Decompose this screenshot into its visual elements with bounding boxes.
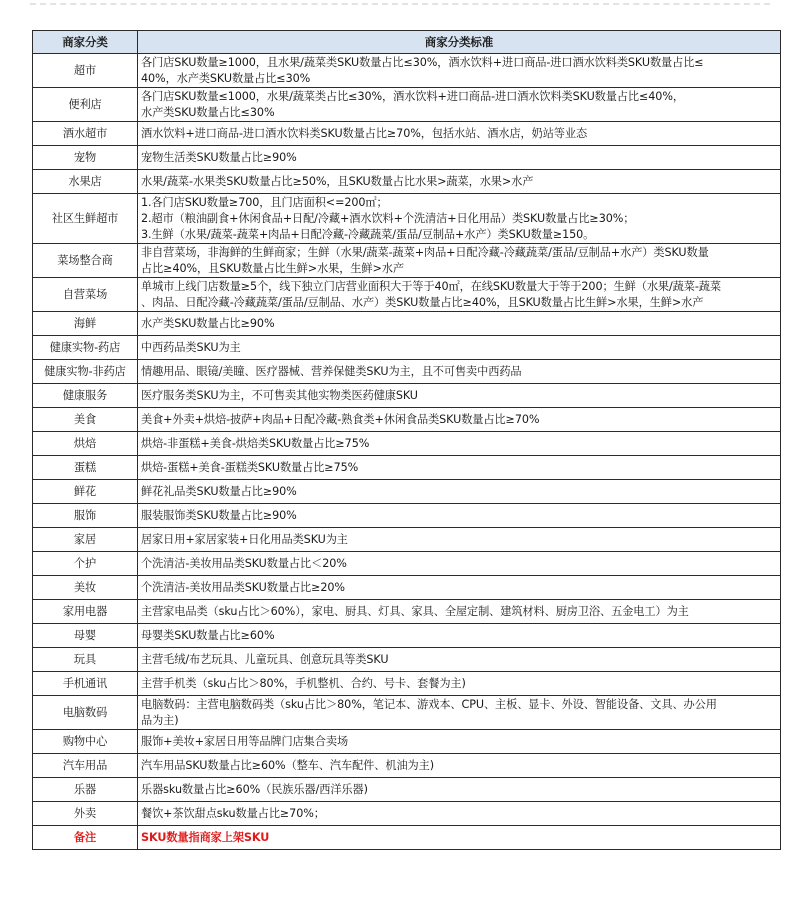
category-standard-cell [138,754,781,778]
standard-text-line: 40%，水产类SKU数量占比≤30% [141,71,311,85]
category-standard-cell [138,730,781,754]
note-text-cell: SKU数量指商家上架SKU [138,826,781,850]
table-row [33,194,781,244]
standard-text-line: 鲜花礼品类SKU数量占比≥90% [141,484,297,498]
merchant-category-cell: 酒水超市 [33,122,138,146]
merchant-category-cell: 服饰 [33,504,138,528]
standard-text-line: 医疗服务类SKU为主，不可售卖其他实物类医药健康SKU [141,388,418,402]
table-row [33,432,781,456]
standard-text-line: 单城市上线门店数量≥5个，线下独立门店营业面积大于等于40㎡，在线SKU数量大于等于200；生鲜（水果/蔬菜-蔬菜 [141,279,721,293]
standard-text-line: 水果/蔬菜-水果类SKU数量占比≥50%，且SKU数量占比水果>蔬菜，水果>水产 [141,174,534,188]
standard-text-line: 烘焙-非蛋糕+美食-烘焙类SKU数量占比≥75% [141,436,370,450]
standard-text-line: 个洗清洁-美妆用品类SKU数量占比≥20% [141,580,345,594]
category-standard-cell [138,360,781,384]
table-row [33,384,781,408]
category-standard-cell [138,778,781,802]
note-label-cell: 备注 [33,826,138,850]
category-standard-cell [138,576,781,600]
category-standard-cell [138,194,781,244]
merchant-category-cell: 超市 [33,54,138,88]
merchant-category-cell: 便利店 [33,88,138,122]
table-row [33,696,781,730]
category-standard-cell [138,432,781,456]
table-row [33,802,781,826]
standard-text-line: 各门店SKU数量≤1000，水果/蔬菜类占比≤30%，酒水饮料+进口商品-进口酒水饮料类SKU数量占比≤40%， [141,89,684,103]
table-row [33,122,781,146]
top-dashed-divider [30,3,770,5]
standard-column-header: 商家分类标准 [138,31,781,54]
standard-text-line: 品为主) [141,713,179,727]
merchant-category-cell: 烘焙 [33,432,138,456]
standard-text-line: 中西药品类SKU为主 [141,340,241,354]
merchant-category-cell: 健康实物-药店 [33,336,138,360]
merchant-category-cell: 个护 [33,552,138,576]
standard-text-line: 主营家电品类（sku占比＞60%），家电、厨具、灯具、家具、全屋定制、建筑材料、厨房卫浴、五金电工）为主 [141,604,689,618]
category-standard-cell [138,88,781,122]
standard-text-line: 居家日用+家居家装+日化用品类SKU为主 [141,532,348,546]
merchant-category-cell: 家用电器 [33,600,138,624]
category-standard-cell [138,696,781,730]
merchant-category-cell: 社区生鲜超市 [33,194,138,244]
table-row [33,528,781,552]
merchant-category-cell: 外卖 [33,802,138,826]
merchant-category-table-container [32,30,780,850]
merchant-category-cell: 美妆 [33,576,138,600]
merchant-category-cell: 汽车用品 [33,754,138,778]
category-column-header: 商家分类 [33,31,138,54]
table-row [33,624,781,648]
standard-text-line: 3.生鲜（水果/蔬菜-蔬菜+肉品+日配冷藏-冷藏蔬菜/蛋品/豆制品+水产）类SKU数量≥150。 [141,227,595,241]
category-standard-cell [138,312,781,336]
table-row [33,730,781,754]
table-row [33,244,781,278]
merchant-category-cell: 健康服务 [33,384,138,408]
category-standard-cell [138,504,781,528]
table-row [33,754,781,778]
standard-text-line: 1.各门店SKU数量≥700，且门店面积<=200㎡； [141,195,388,209]
table-row [33,672,781,696]
table-row [33,278,781,312]
standard-text-line: 宠物生活类SKU数量占比≥90% [141,150,297,164]
merchant-category-cell: 电脑数码 [33,696,138,730]
merchant-category-cell: 健康实物-非药店 [33,360,138,384]
table-row [33,576,781,600]
category-standard-cell [138,624,781,648]
standard-text-line: 各门店SKU数量≥1000，且水果/蔬菜类SKU数量占比≤30%，酒水饮料+进口商品-进口酒水饮料类SKU数量占比≤ [141,55,704,69]
category-standard-cell [138,802,781,826]
table-header-row [33,31,781,54]
table-row [33,360,781,384]
table-row [33,408,781,432]
note-row [33,826,781,850]
category-standard-cell [138,672,781,696]
category-standard-cell [138,600,781,624]
category-standard-cell [138,278,781,312]
standard-text-line: 餐饮+茶饮甜点sku数量占比≥70%； [141,806,325,820]
standard-text-line: 乐器sku数量占比≥60%（民族乐器/西洋乐器) [141,782,368,796]
standard-text-line: 水产类SKU数量占比≤30% [141,105,275,119]
merchant-category-cell: 手机通讯 [33,672,138,696]
table-row [33,456,781,480]
standard-text-line: 汽车用品SKU数量占比≥60%（整车、汽车配件、机油为主) [141,758,434,772]
table-row [33,504,781,528]
standard-text-line: 占比≥40%，且SKU数量占比生鲜>水果，生鲜>水产 [141,261,404,275]
table-row [33,54,781,88]
category-standard-cell [138,648,781,672]
standard-text-line: 、肉品、日配冷藏-冷藏蔬菜/蛋品/豆制品、水产）类SKU数量占比≥40%，且SKU数量占比生鲜>水果，生鲜>水产 [141,295,704,309]
standard-text-line: 烘焙-蛋糕+美食-蛋糕类SKU数量占比≥75% [141,460,359,474]
category-standard-cell [138,170,781,194]
table-row [33,170,781,194]
standard-text-line: 服饰+美妆+家居日用等品牌门店集合卖场 [141,734,349,748]
merchant-category-cell: 家居 [33,528,138,552]
category-standard-cell [138,384,781,408]
standard-text-line: 2.超市（粮油副食+休闲食品+日配/冷藏+酒水饮料+个洗清洁+日化用品）类SKU数量占比≥30%； [141,211,635,225]
table-row [33,312,781,336]
category-standard-cell [138,244,781,278]
standard-text-line: 母婴类SKU数量占比≥60% [141,628,275,642]
table-row [33,600,781,624]
standard-text-line: 非自营菜场，非海鲜的生鲜商家；生鲜（水果/蔬菜-蔬菜+肉品+日配冷藏-冷藏蔬菜/蛋品/豆制品+水产）类SKU数量 [141,245,709,259]
table-body [33,54,781,850]
merchant-category-cell: 鲜花 [33,480,138,504]
table-row [33,146,781,170]
standard-text-line: 主营手机类（sku占比＞80%，手机整机、合约、号卡、套餐为主) [141,676,466,690]
category-standard-cell [138,146,781,170]
standard-text-line: 主营毛绒/布艺玩具、儿童玩具、创意玩具等类SKU [141,652,389,666]
category-standard-cell [138,480,781,504]
standard-text-line: 电脑数码：主营电脑数码类（sku占比＞80%，笔记本、游戏本、CPU、主板、显卡、外设、智能设备、文具、办公用 [141,697,717,711]
merchant-category-cell: 菜场整合商 [33,244,138,278]
merchant-category-cell: 宠物 [33,146,138,170]
table-row [33,552,781,576]
category-standard-cell [138,456,781,480]
standard-text-line: 服装服饰类SKU数量占比≥90% [141,508,297,522]
table-row [33,336,781,360]
table-row [33,88,781,122]
merchant-category-cell: 蛋糕 [33,456,138,480]
merchant-category-cell: 自营菜场 [33,278,138,312]
table-row [33,778,781,802]
merchant-category-table [32,30,781,850]
standard-text-line: 酒水饮料+进口商品-进口酒水饮料类SKU数量占比≥70%，包括水站、酒水店，奶站等业态 [141,126,588,140]
category-standard-cell [138,336,781,360]
category-standard-cell [138,528,781,552]
category-standard-cell [138,408,781,432]
table-row [33,480,781,504]
merchant-category-cell: 水果店 [33,170,138,194]
standard-text-line: 情趣用品、眼镜/美瞳、医疗器械、营养保健类SKU为主，且不可售卖中西药品 [141,364,522,378]
standard-text-line: 水产类SKU数量占比≥90% [141,316,275,330]
merchant-category-cell: 美食 [33,408,138,432]
merchant-category-cell: 海鲜 [33,312,138,336]
standard-text-line: 个洗清洁-美妆用品类SKU数量占比＜20% [141,556,347,570]
merchant-category-cell: 购物中心 [33,730,138,754]
merchant-category-cell: 乐器 [33,778,138,802]
merchant-category-cell: 母婴 [33,624,138,648]
category-standard-cell [138,54,781,88]
standard-text-line: 美食+外卖+烘焙-披萨+肉品+日配冷藏-熟食类+休闲食品类SKU数量占比≥70% [141,412,540,426]
category-standard-cell [138,552,781,576]
table-row [33,648,781,672]
category-standard-cell [138,122,781,146]
merchant-category-cell: 玩具 [33,648,138,672]
